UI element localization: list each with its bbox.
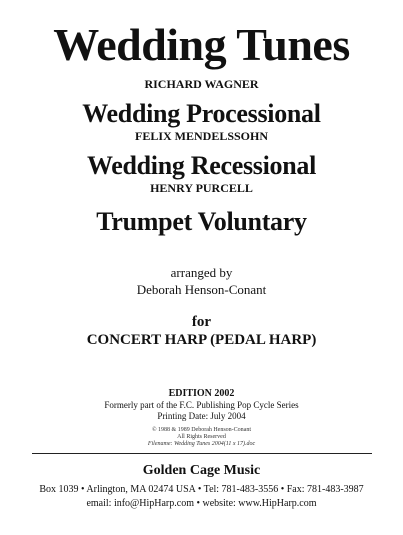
composer-wagner: RICHARD WAGNER: [144, 77, 259, 91]
instrument-name: CONCERT HARP (PEDAL HARP): [86, 332, 317, 348]
filename-line: [0, 441, 403, 448]
piece-title-recessional: Wedding Recessional: [86, 151, 317, 180]
cover-title: Wedding Tunes: [53, 19, 350, 70]
publisher-address: Box 1039 • Arlington, MA 02474 USA • Tel: 781-483-3556 • Fax: 781-483-3987: [39, 484, 364, 495]
filename-text: Filename: Wedding Tunes 2004(11 x 17).doc: [147, 441, 256, 447]
piece-title-processional: Wedding Processional: [82, 99, 321, 128]
series-note: Formerly part of the F.C. Publishing Pop Cycle Series: [104, 400, 299, 410]
publisher-name: Golden Cage Music: [142, 463, 261, 478]
arranger-name: Deborah Henson-Conant: [136, 282, 267, 297]
printing-date: Printing Date: July 2004: [157, 411, 246, 421]
copyright-line: © 1988 & 1989 Deborah Henson-Conant: [151, 427, 252, 433]
composer-purcell: HENRY PURCELL: [150, 181, 253, 195]
rights-line: All Rights Reserved: [177, 434, 226, 440]
publisher-contact: email: info@HipHarp.com • website: www.HipHarp.com: [86, 498, 317, 509]
composer-mendelssohn: FELIX MENDELSSOHN: [134, 129, 269, 143]
arranged-by-label: arranged by: [170, 265, 233, 280]
footer-divider: [32, 453, 372, 454]
for-label: for: [191, 314, 212, 330]
edition-label: EDITION 2002: [168, 388, 235, 399]
piece-title-trumpet-voluntary: Trumpet Voluntary: [96, 207, 307, 236]
